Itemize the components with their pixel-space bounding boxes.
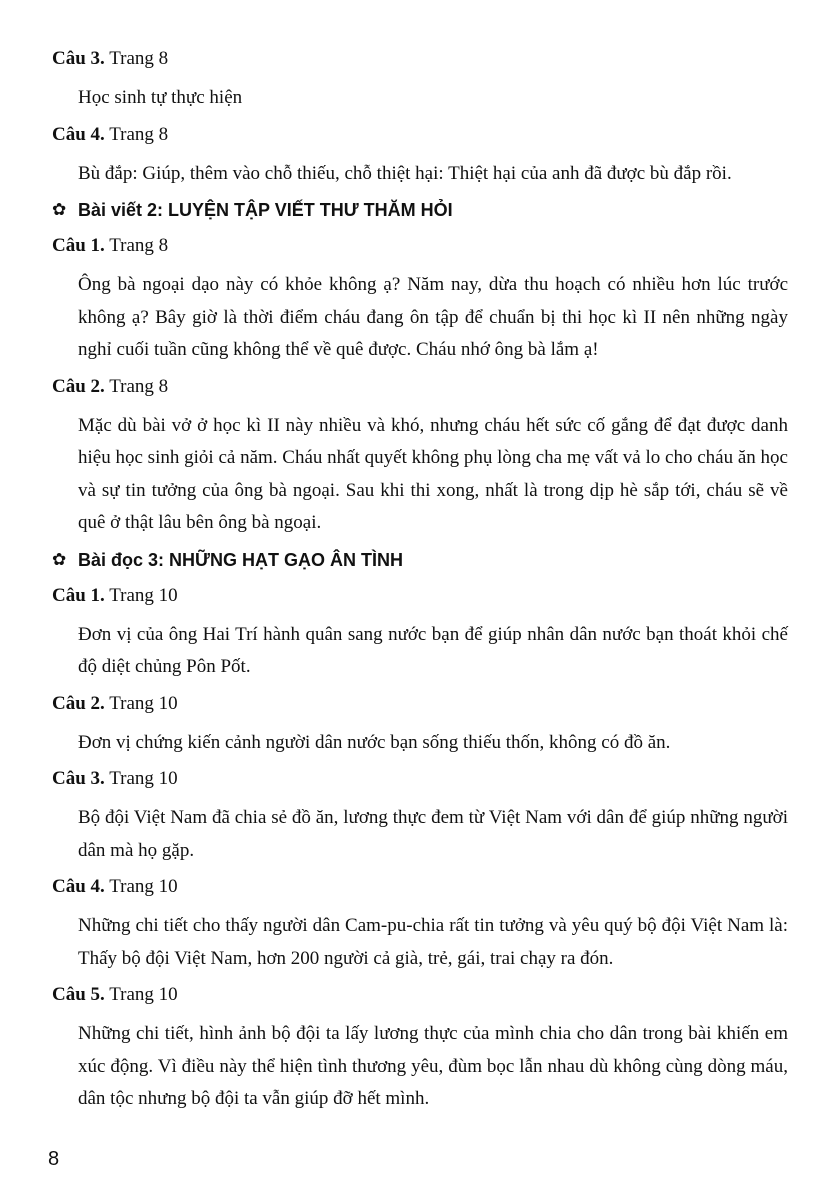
answer-text: Những chi tiết cho thấy người dân Cam-pu-chia rất tin tưởng và yêu quý bộ đội Việt Nam là: Thấy bộ đội Việt Nam, hơn 200 người cả già, trẻ, gái, trai chạy ra đón. xyxy=(78,915,788,969)
answer-text: Mặc dù bài vở ở học kì II này nhiều và khó, nhưng cháu hết sức cố gắng để đạt được danh hiệu học sinh giỏi cả năm. Cháu nhất quyết không phụ lòng cha mẹ vất vả lo cho cháu ăn học và sự tin tưởng của ông bà ngoại. Sau khi thi xong, nhất là trong dịp hè sắp tới, cháu sẽ về quê ở thật lâu bên ông bà ngoại. xyxy=(78,414,788,533)
answer-text: Bù đắp: Giúp, thêm vào chỗ thiếu, chỗ thiệt hại: Thiệt hại của anh đã được bù đắp rồi. xyxy=(78,162,732,184)
question-page-ref: Trang 10 xyxy=(109,876,178,897)
question-label xyxy=(52,46,788,72)
question-label xyxy=(52,583,788,609)
question-number: Câu 3. xyxy=(52,768,105,789)
flower-icon: ✿ xyxy=(52,549,67,569)
question-label xyxy=(52,766,788,792)
question-number: Câu 1. xyxy=(52,584,105,606)
answer-text: Bộ đội Việt Nam đã chia sẻ đồ ăn, lương thực đem từ Việt Nam với dân để giúp những người dân mà họ gặp. xyxy=(78,807,788,861)
question-number: Câu 5. xyxy=(52,984,105,1005)
question-number: Câu 4. xyxy=(52,123,105,145)
question-label xyxy=(52,691,788,717)
question-label xyxy=(52,122,788,148)
question-page-ref: Trang 8 xyxy=(109,123,169,145)
question-number: Câu 3. xyxy=(52,48,105,69)
question-label xyxy=(52,874,788,900)
question-page-ref: Trang 8 xyxy=(109,48,169,69)
question-page-ref: Trang 10 xyxy=(109,984,178,1005)
answer-text: Học sinh tự thực hiện xyxy=(78,87,243,108)
question-number: Câu 1. xyxy=(52,235,105,256)
question-label xyxy=(52,982,788,1008)
question-number: Câu 2. xyxy=(52,692,105,714)
section-title: Bài đọc 3: NHỮNG HẠT GẠO ÂN TÌNH xyxy=(78,549,403,570)
page-number: 8 xyxy=(48,1148,60,1170)
answer-text: Đơn vị chứng kiến cảnh người dân nước bạn sống thiếu thốn, không có đồ ăn. xyxy=(78,731,671,753)
question-number: Câu 2. xyxy=(52,375,105,397)
section-heading xyxy=(52,547,788,573)
section-title: Bài viết 2: LUYỆN TẬP VIẾT THƯ THĂM HỎI xyxy=(78,200,453,220)
answer-text: Đơn vị của ông Hai Trí hành quân sang nước bạn để giúp nhân dân nước bạn thoát khỏi chế độ diệt chủng Pôn Pốt. xyxy=(78,623,788,677)
question-page-ref: Trang 8 xyxy=(109,235,169,256)
flower-icon: ✿ xyxy=(52,200,67,219)
question-label xyxy=(52,233,788,259)
question-page-ref: Trang 8 xyxy=(109,375,169,397)
section-heading xyxy=(52,197,788,223)
question-number: Câu 4. xyxy=(52,876,105,897)
answer-text: Ông bà ngoại dạo này có khỏe không ạ? Năm nay, dừa thu hoạch có nhiều hơn lúc trước không ạ? Bây giờ là thời điểm cháu đang ôn tập để chuẩn bị thi học kì II nên những ngày nghỉ cuối tuần cũng không thể về quê được. Cháu nhớ ông bà lắm ạ! xyxy=(78,274,788,360)
question-page-ref: Trang 10 xyxy=(109,768,178,789)
question-label xyxy=(52,374,788,400)
page-content xyxy=(48,46,788,1123)
question-page-ref: Trang 10 xyxy=(109,692,178,714)
answer-text: Những chi tiết, hình ảnh bộ đội ta lấy lương thực của mình chia cho dân trong bài khiến em xúc động. Vì điều này thể hiện tình thương yêu, đùm bọc lẫn nhau dù không cùng dòng máu, dân tộc nhưng bộ đội ta vẫn giúp đỡ hết mình. xyxy=(78,1023,788,1109)
question-page-ref: Trang 10 xyxy=(109,584,178,606)
